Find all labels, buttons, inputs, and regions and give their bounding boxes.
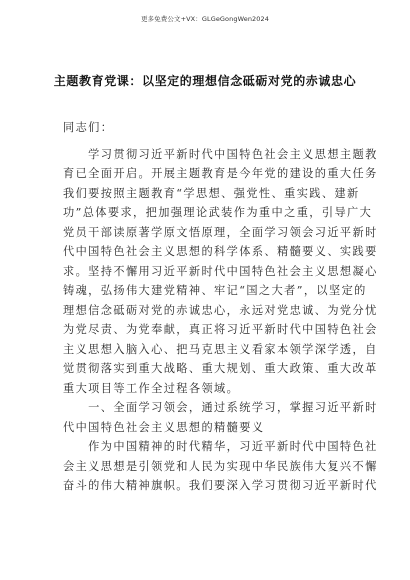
body-line: 铸魂，弘扬伟大建党精神、牢记“国之大者”，以坚定的 xyxy=(63,284,367,297)
body-line: 代中国特色社会主义思想的科学体系、精髓要义、实践要 xyxy=(63,245,378,258)
body-line: 学习贯彻习近平新时代中国特色社会主义思想主题教 xyxy=(63,147,378,161)
body-line: 功”总体要求，把加强理论武装作为重中之重，引导广大 xyxy=(63,206,373,219)
header-note: 更多免费公文+VX：GLGeGongWen2024 xyxy=(140,15,269,23)
body-line: 会主义思想是引领党和人民为实现中华民族伟大复兴不懈 xyxy=(63,459,378,473)
body-line: 奋斗的伟大精神旗帜。我们要深入学习贯彻习近平新时代 xyxy=(63,479,378,492)
body-line: 重大项目等工作全过程各领域。 xyxy=(63,381,240,395)
body-line: 党员干部读原著学原文悟原理，全面学习领会习近平新时 xyxy=(63,225,378,239)
body-line: 为党尽责、为党奉献，真正将习近平新时代中国特色社会 xyxy=(63,323,378,336)
body-line: 求。坚持不懈用习近平新时代中国特色社会主义思想凝心 xyxy=(63,264,378,278)
salutation: 同志们： xyxy=(63,121,114,134)
document-body xyxy=(63,118,378,496)
body-line: 理想信念砥砺对党的赤诚忠心，永远对党忠诚、为党分忧 xyxy=(63,303,378,317)
body-line: 觉贯彻落实到重大战略、重大规划、重大政策、重大改革 xyxy=(63,362,378,375)
body-line: 主义思想入脑入心、把马克思主义看家本领学深学透，自 xyxy=(63,342,378,356)
section-heading: 代中国特色社会主义思想的精髓要义 xyxy=(63,420,265,434)
document-title: 主题教育党课：以坚定的理想信念砥砺对党的赤诚忠心 xyxy=(53,74,357,88)
section-heading: 一、全面学习领会，通过系统学习，掌握习近平新时 xyxy=(63,401,378,414)
body-line: 作为中国精神的时代精华，习近平新时代中国特色社 xyxy=(63,440,378,453)
body-line: 我们要按照主题教育“学思想、强党性、重实践、建新 xyxy=(63,186,360,200)
body-line: 育已全面开启。开展主题教育是今年党的建设的重大任务 xyxy=(63,167,378,180)
